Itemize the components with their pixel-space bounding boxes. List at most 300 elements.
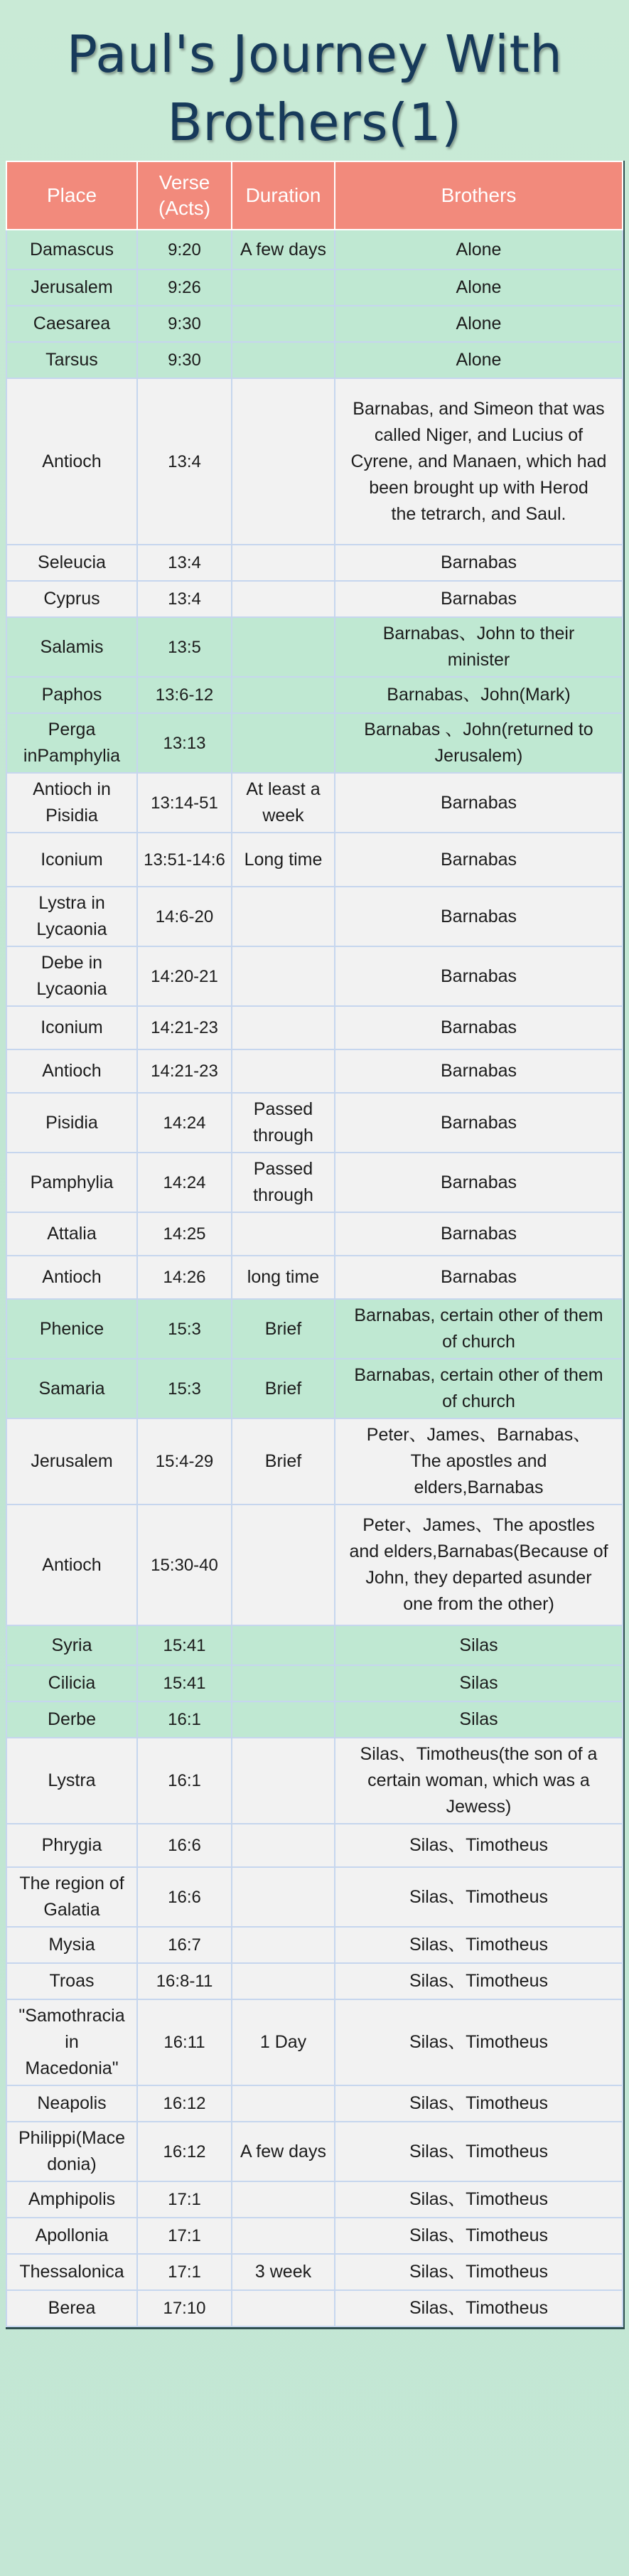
place-cell	[6, 1824, 137, 1867]
brothers-cell	[335, 1256, 623, 1299]
duration-cell	[232, 2122, 335, 2181]
brothers-cell-line: Silas、Timotheus	[409, 1835, 548, 1855]
brothers-cell	[335, 269, 623, 306]
table-row	[6, 230, 623, 269]
brothers-cell	[335, 545, 623, 581]
brothers-cell-line: certain woman, which was a	[367, 1770, 590, 1790]
place-cell	[6, 1093, 137, 1153]
brothers-cell-line: Silas	[459, 1709, 498, 1729]
table-row	[6, 1927, 623, 1963]
verse-cell: 13:5	[137, 617, 232, 677]
place-cell	[6, 833, 137, 887]
brothers-cell-line: Silas、Timotheus(the son of a	[360, 1744, 598, 1764]
brothers-cell-line: minister	[447, 650, 510, 670]
brothers-cell	[335, 306, 623, 342]
verse-cell: 14:6-20	[137, 887, 232, 946]
brothers-cell	[335, 2181, 623, 2218]
brothers-cell	[335, 342, 623, 378]
place-cell	[6, 269, 137, 306]
table-row	[6, 1963, 623, 1999]
brothers-cell-line: Barnabas	[440, 1061, 517, 1081]
duration-cell-line: At least a	[246, 779, 321, 799]
place-cell-line: Lystra	[48, 1770, 96, 1790]
brothers-cell-line: Peter、James、Barnabas、	[366, 1425, 591, 1445]
place-cell-line: Cilicia	[48, 1673, 96, 1693]
verse-cell: 16:12	[137, 2122, 232, 2181]
duration-cell-line: A few days	[240, 239, 326, 260]
brothers-cell-line: Barnabas	[440, 849, 517, 870]
duration-cell	[232, 378, 335, 545]
table-row	[6, 833, 623, 887]
brothers-cell-line: Peter、James、The apostles	[362, 1515, 595, 1535]
brothers-cell	[335, 2254, 623, 2290]
header-brothers: Brothers	[335, 161, 623, 230]
brothers-cell-line: the tetrarch, and Saul.	[391, 503, 566, 524]
brothers-cell-line: Alone	[456, 314, 502, 333]
place-cell	[6, 1738, 137, 1824]
place-cell-line: Galatia	[43, 1900, 100, 1920]
header-verse	[137, 161, 232, 230]
table-row	[6, 1256, 623, 1299]
verse-cell: 13:6-12	[137, 677, 232, 713]
brothers-cell-line: Barnabas	[440, 589, 517, 609]
brothers-cell-line: Alone	[456, 239, 502, 260]
table-header-row	[6, 161, 623, 230]
duration-cell	[232, 887, 335, 946]
verse-cell: 17:10	[137, 2290, 232, 2326]
duration-cell	[232, 2181, 335, 2218]
duration-cell	[232, 2254, 335, 2290]
brothers-cell-line: been brought up with Herod	[369, 477, 588, 498]
place-cell-line: Salamis	[40, 636, 104, 657]
place-cell-line: The region of	[19, 1874, 124, 1893]
table-row	[6, 2181, 623, 2218]
place-cell-line: Seleucia	[38, 552, 106, 572]
table-row	[6, 1212, 623, 1256]
brothers-cell	[335, 1006, 623, 1049]
place-cell-line: Attalia	[47, 1224, 97, 1244]
brothers-cell-line: Barnabas	[440, 552, 517, 572]
table-row	[6, 1999, 623, 2085]
duration-cell	[232, 1665, 335, 1701]
brothers-cell	[335, 1359, 623, 1418]
table-row	[6, 773, 623, 833]
brothers-cell	[335, 887, 623, 946]
table-row	[6, 306, 623, 342]
place-cell	[6, 1505, 137, 1625]
duration-cell-line: Long time	[244, 849, 323, 870]
place-cell-line: Antioch	[42, 451, 102, 471]
place-cell	[6, 887, 137, 946]
brothers-cell	[335, 1625, 623, 1665]
place-cell-line: donia)	[47, 2154, 97, 2174]
brothers-cell-line: Alone	[456, 350, 502, 370]
brothers-cell-line: Silas	[459, 1673, 498, 1693]
duration-cell	[232, 1256, 335, 1299]
brothers-cell-line: Silas、Timotheus	[409, 2262, 548, 2282]
place-cell-line: Tarsus	[45, 350, 98, 370]
place-cell	[6, 230, 137, 269]
place-cell	[6, 713, 137, 773]
place-cell-line: Paphos	[41, 685, 102, 705]
brothers-cell	[335, 1049, 623, 1093]
verse-cell: 15:3	[137, 1359, 232, 1418]
duration-cell-line: 1 Day	[259, 2032, 307, 2052]
place-cell-line: Pisidia	[45, 1112, 98, 1133]
verse-cell: 16:1	[137, 1701, 232, 1738]
brothers-cell-line: Silas、Timotheus	[409, 2189, 548, 2209]
verse-cell: 13:4	[137, 545, 232, 581]
duration-cell	[232, 1505, 335, 1625]
brothers-cell	[335, 378, 623, 545]
brothers-cell-line: Barnabas	[440, 1112, 517, 1133]
verse-cell: 17:1	[137, 2218, 232, 2254]
brothers-cell	[335, 2218, 623, 2254]
brothers-cell-line: Barnabas、John to their	[382, 624, 575, 643]
place-cell	[6, 306, 137, 342]
verse-cell: 14:20-21	[137, 946, 232, 1006]
verse-cell: 14:26	[137, 1256, 232, 1299]
title-line-1: Paul's Journey With	[66, 24, 563, 84]
brothers-cell	[335, 2290, 623, 2326]
brothers-cell	[335, 1299, 623, 1359]
brothers-cell-line: Silas、Timotheus	[409, 2225, 548, 2245]
journey-table	[6, 161, 623, 2327]
brothers-cell-line: Silas、Timotheus	[409, 2093, 548, 2113]
brothers-cell-line: Barnabas	[440, 1224, 517, 1244]
place-cell-line: Philippi(Mace	[18, 2128, 126, 2148]
verse-cell: 13:4	[137, 378, 232, 545]
verse-cell: 16:7	[137, 1927, 232, 1963]
table-row	[6, 1738, 623, 1824]
place-cell	[6, 581, 137, 617]
duration-cell	[232, 230, 335, 269]
duration-cell	[232, 2085, 335, 2122]
place-cell	[6, 1418, 137, 1505]
table-row	[6, 1625, 623, 1665]
place-cell-line: Antioch	[42, 1554, 102, 1575]
brothers-cell-line: John, they departed asunder	[365, 1568, 592, 1588]
brothers-cell-line: Silas、Timotheus	[409, 2032, 548, 2052]
duration-cell	[232, 1999, 335, 2085]
table-row	[6, 1418, 623, 1505]
place-cell-line: Neapolis	[37, 2093, 107, 2113]
place-cell-line: in	[65, 2032, 79, 2052]
table-row	[6, 1299, 623, 1359]
place-cell-line: inPamphylia	[23, 746, 121, 766]
place-cell-line: Mysia	[48, 1935, 95, 1955]
place-cell-line: Perga	[48, 720, 96, 739]
duration-cell	[232, 1625, 335, 1665]
table-row	[6, 617, 623, 677]
table-row	[6, 1505, 623, 1625]
brothers-cell	[335, 1153, 623, 1212]
verse-cell: 16:6	[137, 1824, 232, 1867]
duration-cell-line: week	[262, 806, 304, 825]
brothers-cell-line: The apostles and	[410, 1451, 547, 1471]
title-line-2: Brothers(1)	[167, 92, 462, 152]
duration-cell	[232, 1738, 335, 1824]
table-row	[6, 342, 623, 378]
verse-cell: 14:21-23	[137, 1049, 232, 1093]
table-row	[6, 1867, 623, 1927]
brothers-cell	[335, 946, 623, 1006]
duration-cell	[232, 1701, 335, 1738]
duration-cell	[232, 1049, 335, 1093]
header-verse-line-2: (Acts)	[158, 197, 211, 219]
duration-cell	[232, 2218, 335, 2254]
place-cell-line: Lycaonia	[36, 919, 107, 939]
brothers-cell	[335, 677, 623, 713]
duration-cell-line: 3 week	[254, 2262, 312, 2282]
table-row	[6, 2085, 623, 2122]
brothers-cell	[335, 1093, 623, 1153]
place-cell	[6, 378, 137, 545]
brothers-cell	[335, 1867, 623, 1927]
header-place: Place	[6, 161, 137, 230]
table-row	[6, 677, 623, 713]
table-row	[6, 1049, 623, 1093]
place-cell-line: Lycaonia	[36, 979, 107, 999]
place-cell	[6, 1299, 137, 1359]
verse-cell: 14:24	[137, 1153, 232, 1212]
place-cell-line: Antioch	[42, 1267, 102, 1287]
journey-table-container	[6, 161, 625, 2329]
table-row	[6, 1701, 623, 1738]
verse-cell: 16:1	[137, 1738, 232, 1824]
brothers-cell-line: and elders,Barnabas(Because of	[349, 1541, 608, 1561]
place-cell-line: Damascus	[29, 239, 114, 260]
duration-cell-line: Passed	[253, 1159, 313, 1179]
place-cell-line: Antioch in	[33, 779, 111, 799]
brothers-cell-line: Barnabas	[440, 1017, 517, 1037]
place-cell-line: Caesarea	[33, 314, 111, 333]
brothers-cell-line: of church	[442, 1391, 515, 1411]
place-cell	[6, 2085, 137, 2122]
table-row	[6, 1665, 623, 1701]
table-row	[6, 887, 623, 946]
brothers-cell-line: Barnabas, certain other of them	[354, 1365, 603, 1385]
table-row	[6, 1359, 623, 1418]
place-cell	[6, 1625, 137, 1665]
place-cell	[6, 1212, 137, 1256]
verse-cell: 9:26	[137, 269, 232, 306]
brothers-cell	[335, 2122, 623, 2181]
place-cell-line: Thessalonica	[19, 2262, 124, 2282]
brothers-cell-line: of church	[442, 1332, 515, 1352]
place-cell	[6, 545, 137, 581]
place-cell-line: Iconium	[41, 1017, 103, 1037]
place-cell	[6, 1867, 137, 1927]
place-cell-line: Troas	[49, 1971, 95, 1991]
place-cell	[6, 1927, 137, 1963]
place-cell-line: Debe in	[41, 953, 103, 973]
verse-cell: 16:11	[137, 1999, 232, 2085]
brothers-cell-line: Barnabas	[440, 1172, 517, 1192]
brothers-cell	[335, 2085, 623, 2122]
duration-cell	[232, 1824, 335, 1867]
brothers-cell-line: Silas、Timotheus	[409, 1935, 548, 1955]
duration-cell	[232, 773, 335, 833]
table-row	[6, 1006, 623, 1049]
place-cell	[6, 946, 137, 1006]
brothers-cell-line: Silas、Timotheus	[409, 1886, 548, 1907]
verse-cell: 14:21-23	[137, 1006, 232, 1049]
place-cell-line: Phenice	[39, 1318, 104, 1339]
duration-cell	[232, 1093, 335, 1153]
duration-cell	[232, 677, 335, 713]
brothers-cell-line: Barnabas, and Simeon that was	[353, 398, 605, 419]
brothers-cell	[335, 1999, 623, 2085]
verse-cell: 16:12	[137, 2085, 232, 2122]
table-row	[6, 713, 623, 773]
brothers-cell-line: Jewess)	[446, 1797, 512, 1817]
place-cell	[6, 2218, 137, 2254]
verse-cell: 15:30-40	[137, 1505, 232, 1625]
duration-cell-line: Brief	[264, 1318, 302, 1339]
place-cell	[6, 1153, 137, 1212]
duration-cell	[232, 1963, 335, 1999]
table-row	[6, 545, 623, 581]
place-cell-line: Cyprus	[43, 589, 100, 609]
duration-cell	[232, 1359, 335, 1418]
duration-cell-line: through	[253, 1185, 313, 1205]
duration-cell	[232, 2290, 335, 2326]
duration-cell-line: Brief	[264, 1378, 302, 1399]
duration-cell	[232, 306, 335, 342]
verse-cell: 9:30	[137, 342, 232, 378]
duration-cell	[232, 713, 335, 773]
place-cell-line: Jerusalem	[31, 1451, 113, 1471]
duration-cell	[232, 1418, 335, 1505]
place-cell	[6, 1049, 137, 1093]
place-cell	[6, 1256, 137, 1299]
brothers-cell-line: Barnabas 、John(returned to	[364, 720, 593, 739]
verse-cell: 13:4	[137, 581, 232, 617]
verse-cell: 17:1	[137, 2254, 232, 2290]
header-duration: Duration	[232, 161, 335, 230]
place-cell-line: Syria	[51, 1635, 92, 1655]
brothers-cell	[335, 1824, 623, 1867]
brothers-cell-line: Silas、Timotheus	[409, 1971, 548, 1991]
place-cell-line: Pisidia	[45, 806, 98, 825]
duration-cell	[232, 1927, 335, 1963]
duration-cell-line: through	[253, 1126, 313, 1145]
table-row	[6, 378, 623, 545]
brothers-cell-line: called Niger, and Lucius of	[374, 424, 584, 445]
place-cell-line: "Samothracia	[18, 2006, 125, 2026]
place-cell-line: Berea	[48, 2298, 96, 2318]
duration-cell	[232, 1299, 335, 1359]
brothers-cell-line: Cyrene, and Manaen, which had	[350, 451, 607, 471]
place-cell-line: Apollonia	[35, 2225, 109, 2245]
table-row	[6, 2122, 623, 2181]
table-row	[6, 2218, 623, 2254]
verse-cell: 17:1	[137, 2181, 232, 2218]
duration-cell	[232, 617, 335, 677]
verse-cell: 16:6	[137, 1867, 232, 1927]
duration-cell-line: A few days	[240, 2141, 326, 2161]
brothers-cell-line: elders,Barnabas	[414, 1477, 544, 1497]
table-row	[6, 2254, 623, 2290]
table-row	[6, 269, 623, 306]
table-row	[6, 2290, 623, 2326]
table-row	[6, 1093, 623, 1153]
duration-cell	[232, 946, 335, 1006]
brothers-cell	[335, 617, 623, 677]
place-cell	[6, 2122, 137, 2181]
place-cell	[6, 677, 137, 713]
brothers-cell-line: one from the other)	[403, 1594, 554, 1614]
brothers-cell-line: Silas、Timotheus	[409, 2298, 548, 2318]
brothers-cell-line: Alone	[456, 277, 502, 297]
brothers-cell-line: Silas、Timotheus	[409, 2141, 548, 2161]
place-cell	[6, 1359, 137, 1418]
brothers-cell	[335, 581, 623, 617]
table-row	[6, 1824, 623, 1867]
duration-cell	[232, 1153, 335, 1212]
place-cell-line: Pamphylia	[30, 1172, 114, 1192]
verse-cell: 15:41	[137, 1665, 232, 1701]
verse-cell: 15:3	[137, 1299, 232, 1359]
verse-cell: 9:20	[137, 230, 232, 269]
table-row	[6, 581, 623, 617]
duration-cell	[232, 833, 335, 887]
verse-cell: 14:25	[137, 1212, 232, 1256]
brothers-cell	[335, 1212, 623, 1256]
brothers-cell	[335, 773, 623, 833]
brothers-cell-line: Barnabas	[440, 1267, 517, 1287]
brothers-cell	[335, 713, 623, 773]
verse-cell: 13:14-51	[137, 773, 232, 833]
table-row	[6, 1153, 623, 1212]
place-cell	[6, 1701, 137, 1738]
duration-cell	[232, 1867, 335, 1927]
brothers-cell	[335, 1963, 623, 1999]
brothers-cell-line: Barnabas	[440, 792, 517, 813]
verse-cell: 13:51-14:6	[137, 833, 232, 887]
place-cell-line: Lystra in	[38, 893, 105, 913]
brothers-cell	[335, 1665, 623, 1701]
place-cell-line: Amphipolis	[28, 2189, 116, 2209]
place-cell	[6, 2290, 137, 2326]
place-cell	[6, 1665, 137, 1701]
verse-cell: 13:13	[137, 713, 232, 773]
table-body	[6, 230, 623, 2326]
table-row	[6, 946, 623, 1006]
duration-cell	[232, 269, 335, 306]
place-cell-line: Iconium	[41, 849, 103, 870]
verse-cell: 9:30	[137, 306, 232, 342]
place-cell	[6, 1963, 137, 1999]
brothers-cell-line: Barnabas、John(Mark)	[387, 685, 571, 705]
duration-cell	[232, 342, 335, 378]
brothers-cell	[335, 1505, 623, 1625]
brothers-cell-line: Silas	[459, 1635, 498, 1655]
place-cell	[6, 617, 137, 677]
brothers-cell-line: Barnabas	[440, 906, 517, 926]
duration-cell	[232, 545, 335, 581]
verse-cell: 15:41	[137, 1625, 232, 1665]
duration-cell	[232, 1212, 335, 1256]
brothers-cell	[335, 833, 623, 887]
brothers-cell-line: Barnabas	[440, 966, 517, 986]
brothers-cell	[335, 1738, 623, 1824]
verse-cell: 14:24	[137, 1093, 232, 1153]
duration-cell-line: long time	[247, 1267, 320, 1287]
page-title	[0, 20, 629, 156]
header-verse-line-1: Verse	[158, 171, 210, 193]
